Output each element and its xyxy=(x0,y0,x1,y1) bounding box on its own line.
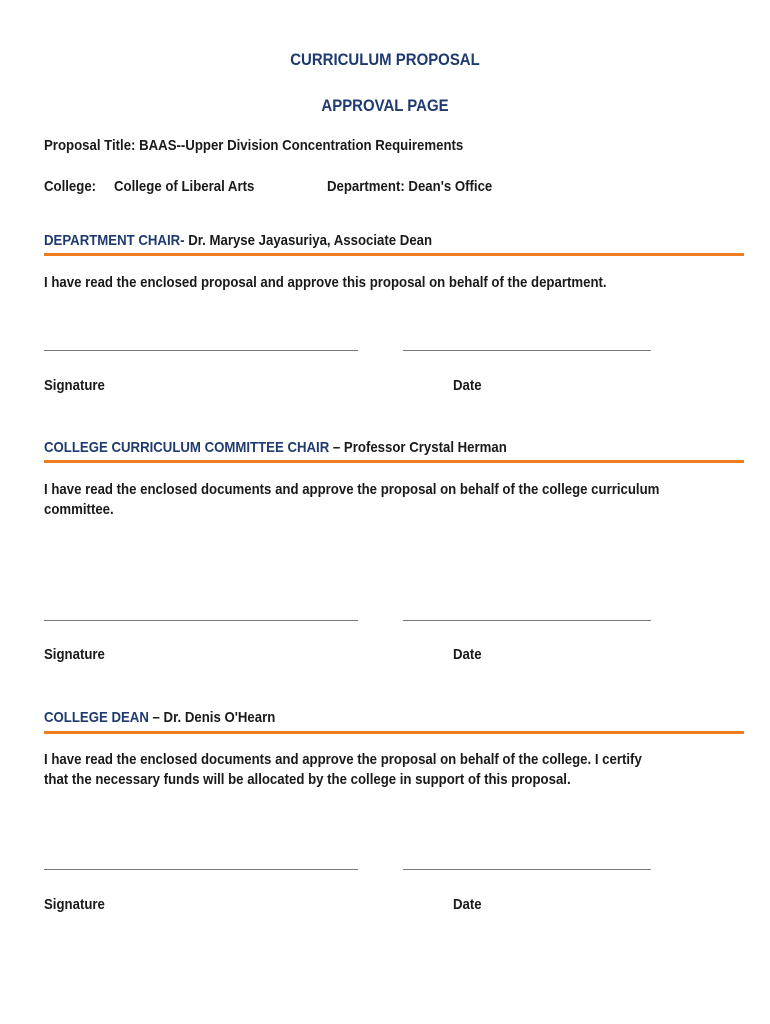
section-person: Dr. Maryse Jayasuriya, Associate Dean xyxy=(184,232,433,249)
section-divider xyxy=(44,253,744,256)
committee-chair-heading xyxy=(44,439,507,456)
date-line[interactable] xyxy=(403,350,651,351)
section-divider xyxy=(44,460,744,463)
statement-line: that the necessary funds will be allocated by the college in support of this proposal. xyxy=(44,771,571,788)
page-subtitle: APPROVAL PAGE xyxy=(321,96,449,115)
section-statement xyxy=(44,273,607,293)
signature-line[interactable] xyxy=(44,350,358,351)
section-divider xyxy=(44,731,744,734)
section-person: – Professor Crystal Herman xyxy=(329,439,507,456)
department-line: Department: Dean's Office xyxy=(327,178,493,195)
statement-line: I have read the enclosed documents and approve the proposal on behalf of the college curriculum xyxy=(44,481,660,498)
section-person: – Dr. Denis O'Hearn xyxy=(148,709,276,726)
college-value: College of Liberal Arts xyxy=(114,178,255,195)
signature-label: Signature xyxy=(44,377,105,394)
date-label: Date xyxy=(453,896,482,913)
section-statement xyxy=(44,480,659,520)
signature-line[interactable] xyxy=(44,869,358,870)
statement-line: I have read the enclosed proposal and approve this proposal on behalf of the department. xyxy=(44,274,607,291)
signature-line[interactable] xyxy=(44,620,358,621)
date-label: Date xyxy=(453,646,482,663)
signature-label: Signature xyxy=(44,646,105,663)
college-label: College: xyxy=(44,178,97,195)
section-role: COLLEGE DEAN xyxy=(44,709,149,726)
section-role: DEPARTMENT CHAIR- xyxy=(44,232,185,249)
date-label: Date xyxy=(453,377,482,394)
proposal-title: Proposal Title: BAAS--Upper Division Concentration Requirements xyxy=(44,137,464,154)
signature-label: Signature xyxy=(44,896,105,913)
date-line[interactable] xyxy=(403,869,651,870)
page-title: CURRICULUM PROPOSAL xyxy=(290,50,480,69)
date-line[interactable] xyxy=(403,620,651,621)
college-dean-heading xyxy=(44,709,275,726)
department-chair-heading xyxy=(44,232,432,249)
section-role: COLLEGE CURRICULUM COMMITTEE CHAIR xyxy=(44,439,330,456)
section-statement xyxy=(44,750,642,790)
statement-line: committee. xyxy=(44,501,114,518)
statement-line: I have read the enclosed documents and approve the proposal on behalf of the college. I certify xyxy=(44,751,642,768)
